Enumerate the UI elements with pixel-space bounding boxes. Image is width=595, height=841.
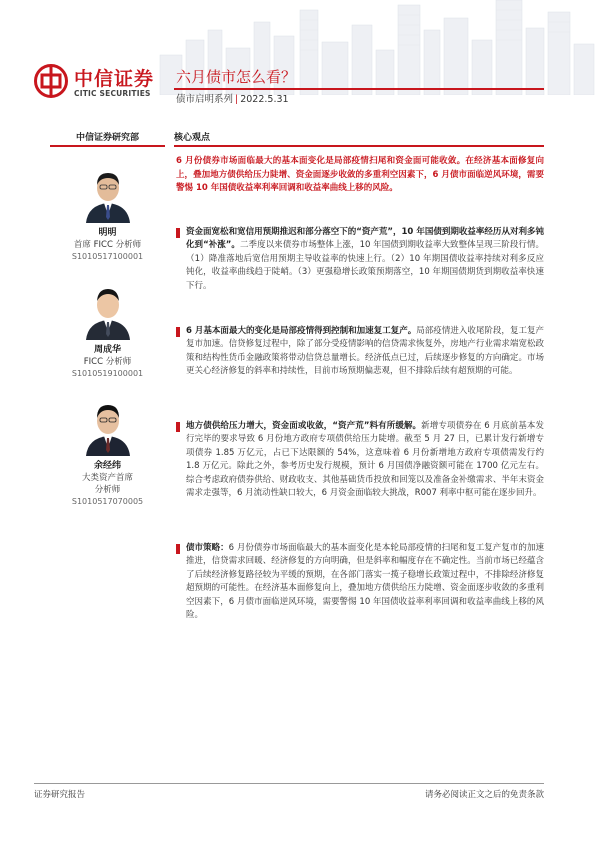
- analyst-card: [50, 396, 165, 508]
- analyst-name: 余经纬: [93, 461, 121, 471]
- bullet-bar-icon: [176, 228, 180, 238]
- analyst-license-id: S1010517070005: [71, 497, 144, 506]
- avatar: [80, 163, 136, 223]
- report-title: 六月债市怎么看？: [176, 68, 297, 86]
- core-views-heading: [174, 128, 544, 150]
- summary-paragraph: 6 月份债券市场面临最大的基本面变化是局部疫情扫尾和资金面可能收敛。在经济基本面修复向上，叠加地方债供给压力陡增、资金面逐步收敛的多重利空因素下，6 月债市面临逆风环境，需要警惕 10 年国债收益率利率回调和收益率曲线上移的风险。: [176, 156, 544, 193]
- key-point: [176, 420, 544, 500]
- report-date: 2022.5.31: [240, 94, 289, 104]
- analyst-card: [50, 280, 165, 380]
- avatar: [80, 280, 136, 340]
- research-dept-heading: [50, 128, 170, 150]
- key-point-lead: 6 月基本面最大的变化是局部疫情得到控制和加速复工复产。: [186, 326, 417, 336]
- core-views-divider: [174, 145, 544, 147]
- avatar: [80, 396, 136, 456]
- key-point-body: 二季度以来债券市场整体上涨，10 年国债到期收益率大致整体呈现三阶段行情。（1）降准落地后宽信用预期主导收益率的快速上行。（2）10 年期国债收益率持续对利多反应钝化，收益率曲线趋于陡峭。（3）更强稳增长政策预期落空，10 年期国债期货到期收益率快速下行。: [186, 240, 544, 291]
- key-point-body: 6 月份债券市场面临最大的基本面变化是本轮局部疫情的扫尾和复工复产复市的加速推进，信贷需求回暖、经济修复的方向明确，但是斜率和幅度存在不确定性。当前市场已经蕴含了后续经济修复路径较为平缓的预期，在各部门落实一揽子稳增长政策过程中，不排除经济修复超预期的可能性。在经济基本面修复向上，叠加地方债供给压力陡增、资金面逐步收敛的多重利空因素下，6 月债市面临逆风环境，需要警惕 10 年国债收益率利率回调和收益率曲线上移的风险。: [186, 543, 544, 621]
- analyst-photo-icon: [80, 163, 136, 223]
- report-series-line: [176, 91, 289, 104]
- key-point-lead: 债市策略：: [186, 543, 229, 553]
- key-point-body: 局部疫情进入收尾阶段，复工复产复市加速。信贷修复过程中，除了部分受疫情影响的信贷需求恢复外，房地产行业需求端宽松政策和结构性货币金融政策将带动信贷总量增长。经济低点已过，后续逐步修复的方向确定。市场更关心经济修复的斜率和持续性，目前市场预期偏悲观，但不排除后续有超预期的可能。: [186, 326, 544, 377]
- key-point-lead: 地方债供给压力增大，资金面或收敛，“资产荒”料有所缓解。: [186, 421, 422, 431]
- analyst-name: 明明: [98, 228, 117, 238]
- brand-name-en: CITIC SECURITIES: [74, 89, 151, 98]
- citic-logo: [34, 64, 164, 100]
- analyst-role: 首席 FICC 分析师: [73, 240, 142, 250]
- analyst-role: FICC 分析师: [83, 357, 132, 367]
- key-point: [176, 325, 544, 379]
- analyst-photo-icon: [80, 396, 136, 456]
- analyst-photo-icon: [80, 280, 136, 340]
- bullet-bar-icon: [176, 327, 180, 337]
- bullet-bar-icon: [176, 422, 180, 432]
- page-header: [0, 0, 595, 104]
- analyst-card: [50, 163, 165, 263]
- research-dept-title: 中信证券研究部: [75, 133, 139, 143]
- analyst-license-id: S1010517100001: [71, 252, 144, 261]
- analyst-name: 周成华: [93, 345, 121, 355]
- brand-name-cn: 中信证券: [74, 68, 155, 90]
- report-series: 债市启明系列: [176, 94, 234, 104]
- key-point-body: 新增专项债券在 6 月底前基本发行完毕的要求导致 6 月份地方政府专项债供给压力陡增。截至 5 月 27 日，已累计发行新增专项债券 1.85 万亿元，占已下达限额的 54%，这意味着 6 月份新增地方政府专项债需发行约 1.8 万亿元。除此之外，参考历史发行规模，预计 6 月国债净融资额可能在 1700 亿元左右。综合考虑政府债券供给、财政收支、其他基础货币投放和回笼以及准备金补缴需求、半年末资金需求走强等，6 月流动性缺口较大，6 月资金面临较大挑战，R007 利率中枢可能在逐步回升。: [186, 421, 544, 499]
- footer-disclaimer-note: 请务必阅读正文之后的免责条款: [424, 790, 544, 800]
- key-point-lead: 资金面宽松和宽信用预期推迟和部分落空下的“资产荒”，10 年国债到期收益率经历从对利多钝化到“补涨”。: [186, 227, 544, 251]
- series-separator: |: [235, 94, 239, 104]
- key-point: [176, 542, 544, 622]
- footer-divider: [34, 783, 544, 784]
- title-divider: [174, 88, 544, 90]
- footer-report-type: 证券研究报告: [34, 790, 86, 800]
- bullet-bar-icon: [176, 544, 180, 554]
- research-dept-divider: [50, 145, 165, 147]
- analyst-license-id: S1010519100001: [71, 369, 144, 378]
- core-views-title: 核心观点: [174, 133, 211, 143]
- analyst-role-line-2: 分析师: [94, 485, 121, 495]
- citic-logo-icon: [34, 64, 68, 98]
- analyst-role-line-1: 大类资产首席: [81, 473, 133, 483]
- key-point: [176, 226, 544, 293]
